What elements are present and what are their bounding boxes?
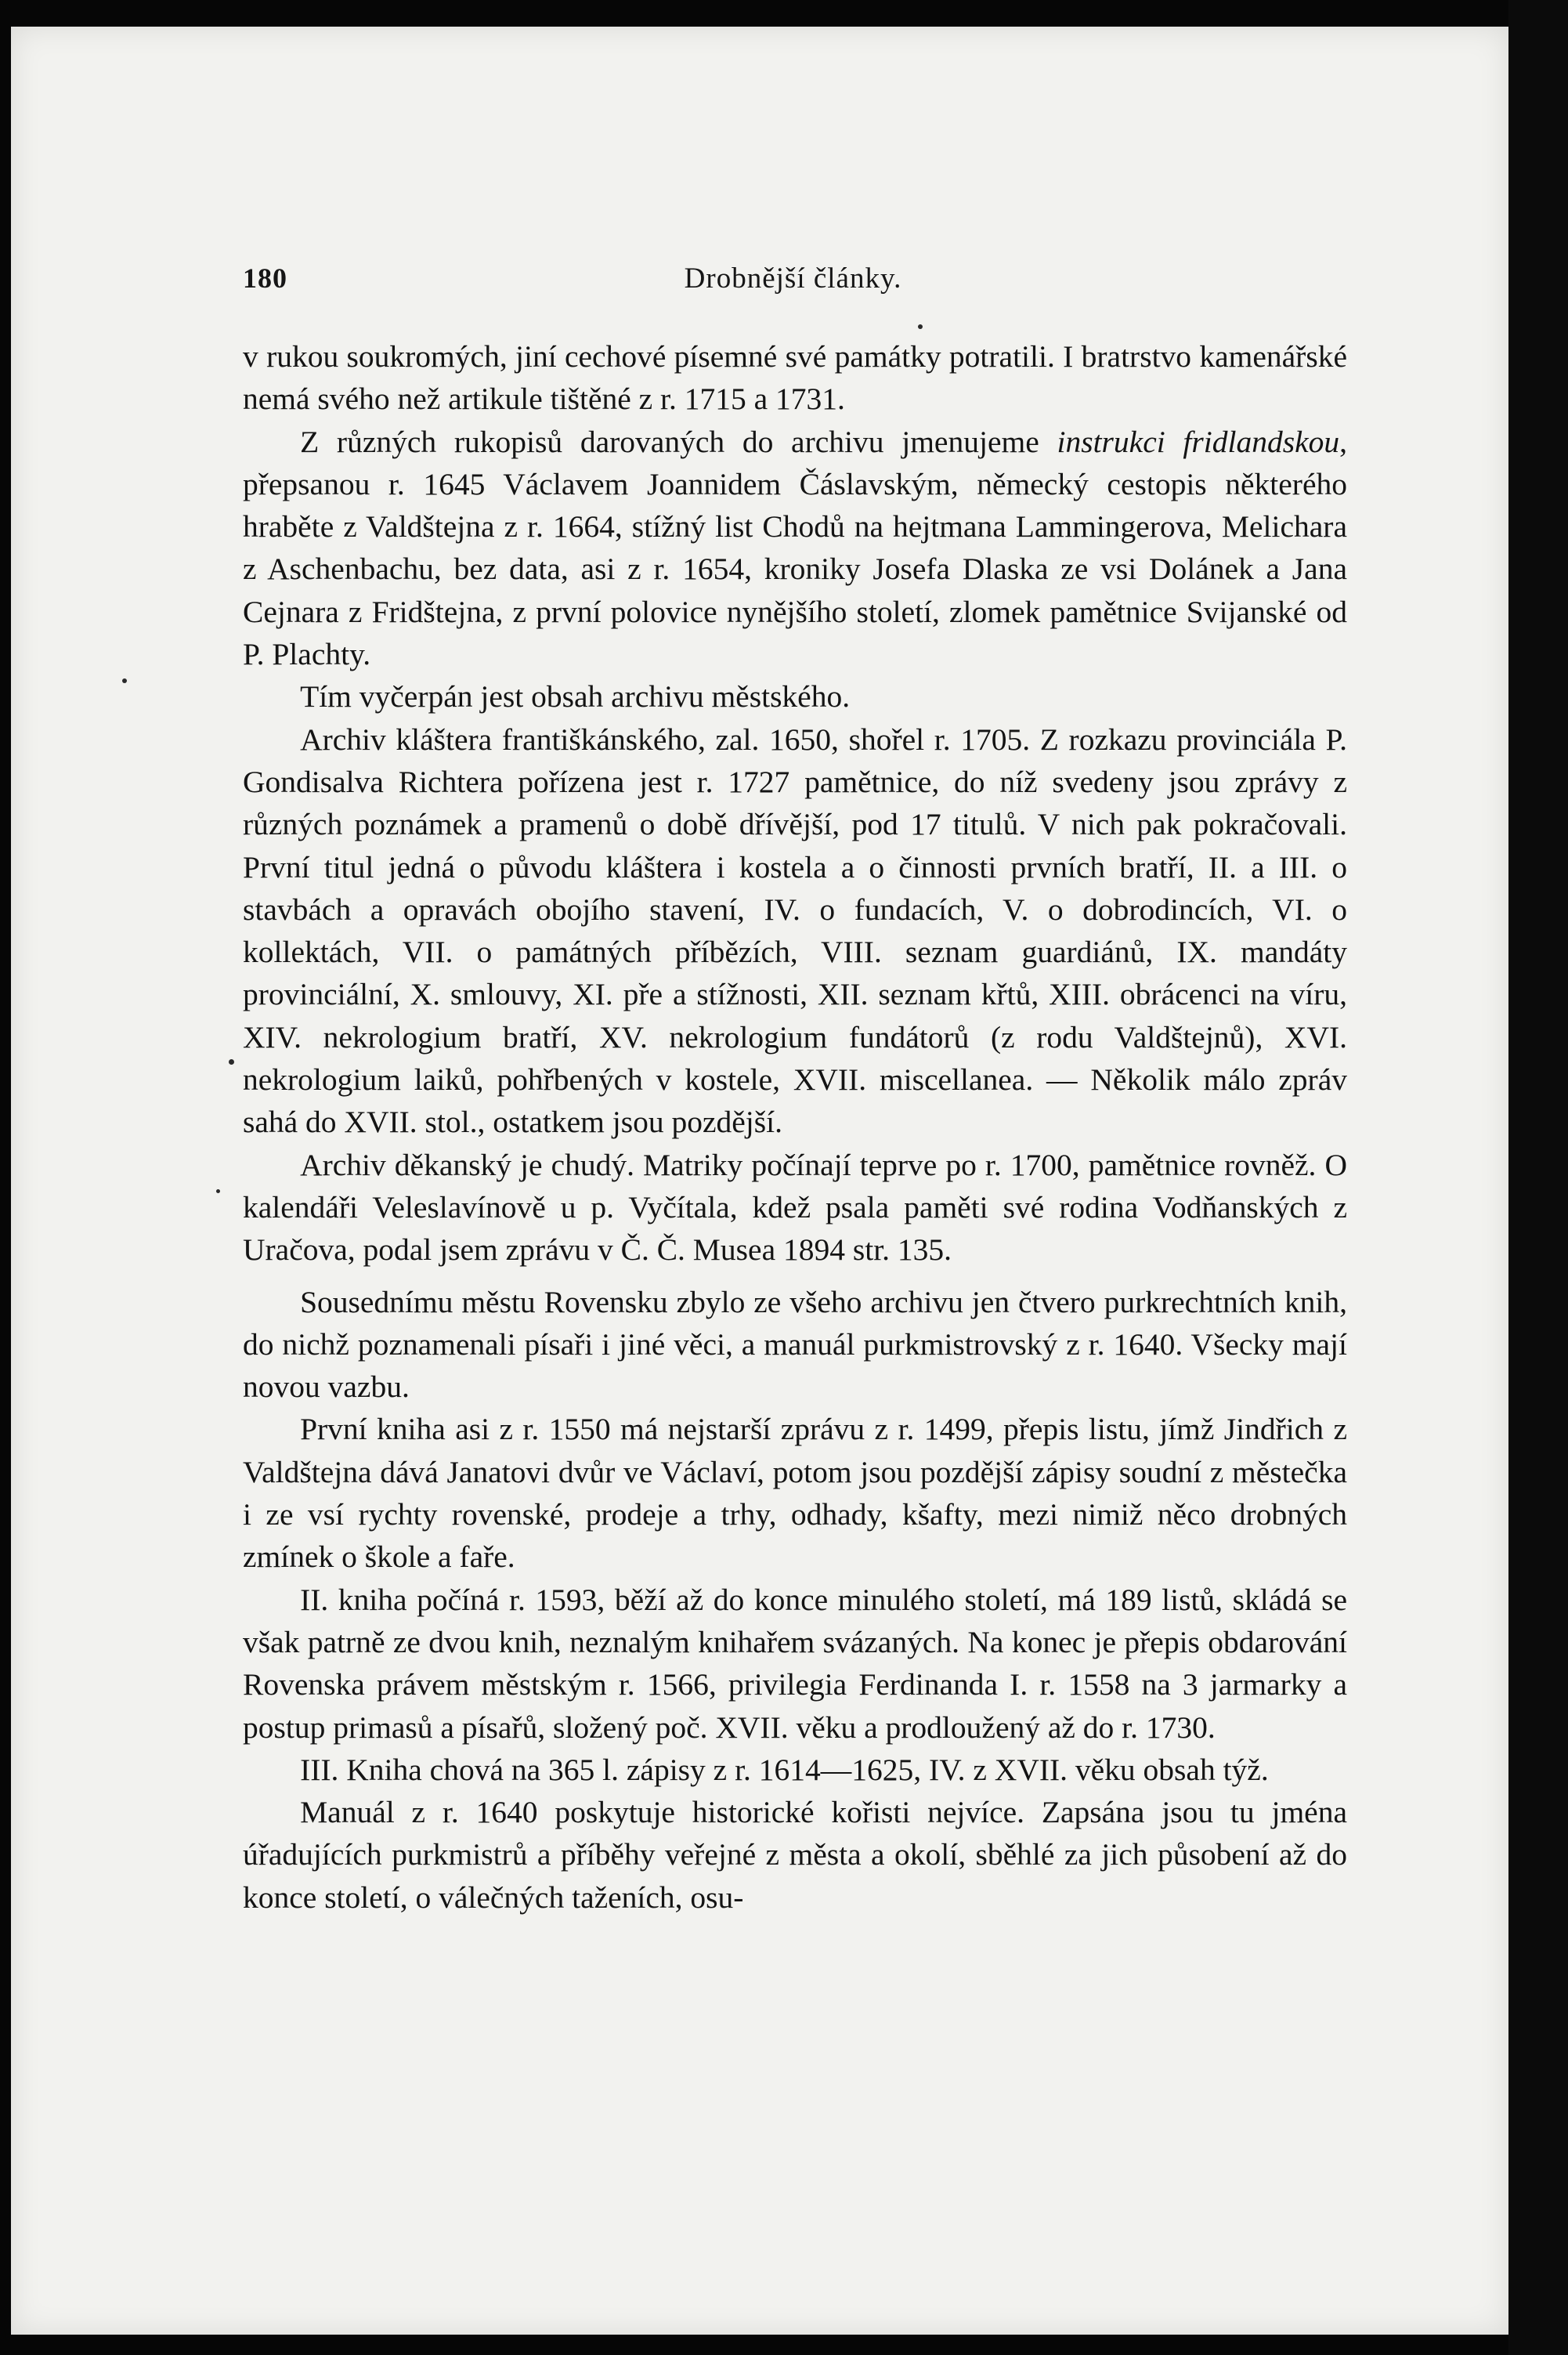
paragraph: Manuál z r. 1640 poskytuje historické kořisti nejvíce. Zapsána jsou tu jména úřadujících purkmistrů a příběhy veřejné z města a okolí, sběhlé za jich působení až do konce století, o válečných taženích, osu- <box>243 1795 1347 1915</box>
paragraph: Tím vyčerpán jest obsah archivu městského. <box>300 679 851 714</box>
paragraph: v rukou soukromých, jiní cechové písemné své památky potratili. I bratrstvo kamenářské nemá svého než artikule tištěné z r. 1715 a 1731. <box>243 339 1347 417</box>
paper-speck <box>216 1189 220 1193</box>
paragraph: Sousednímu městu Rovensku zbylo ze všeho archivu jen čtvero purkrechtních knih, do nichž poznamenali písaři i jiné věci, a manuál purkmistrovský z r. 1640. Všecky mají novou vazbu. <box>243 1284 1347 1405</box>
paragraph: III. Kniha chová na 365 l. zápisy z r. 1614—1625, IV. z XVII. věku obsah týž. <box>300 1752 1269 1787</box>
paper-speck <box>918 324 923 329</box>
running-title: Drobnější články. <box>684 262 902 295</box>
page-header <box>243 262 1343 309</box>
paragraph-text: Z různých rukopisů darovaných do archivu jmenujeme <box>300 424 1039 459</box>
paper-speck <box>229 1059 234 1065</box>
body-text <box>243 335 1347 1919</box>
paragraph-text: , přepsanou r. 1645 Václavem Joannidem Čáslavským, německý cestopis některého hraběte z Valdštejna z r. 1664, stížný list Chodů na hejtmana Lammingerova, Melichara z Aschenbachu, bez data, asi z r. 1654, kroniky Josefa Dlaska ze vsi Dolánek a Jana Cejnara z Fridštejna, z první polovice nynějšího století, zlomek pamětnice Svijanské od P. Plachty. <box>243 424 1348 672</box>
paper-speck <box>122 678 127 683</box>
italic-term: instrukci fridlandskou <box>1057 424 1340 459</box>
paragraph: II. kniha počíná r. 1593, běží až do konce minulého století, má 189 listů, skládá se však patrně ze dvou knih, neznalým knihařem svázaných. Na konec je přepis obdarování Rovenska právem městským r. 1566, privilegia Ferdinanda I. r. 1558 na 3 jarmarky a postup primasů a písařů, složený poč. XVII. věku a prodloužený až do r. 1730. <box>243 1582 1347 1745</box>
paragraph: První kniha asi z r. 1550 má nejstarší zprávu z r. 1499, přepis listu, jímž Jindřich z Valdštejna dává Janatovi dvůr ve Václaví, potom jsou pozdější zápisy soudní z městečka i ze vsí rychty rovenské, prodeje a trhy, odhady, kšafty, mezi nimiž něco drobných zmínek o škole a faře. <box>243 1412 1347 1575</box>
paragraph: Archiv děkanský je chudý. Matriky počínají teprve po r. 1700, pamětnice rovněž. O kalendáři Veleslavínově u p. Vyčítala, kdež psala paměti své rodina Vodňanských z Uračova, podal jsem zprávu v Č. Č. Musea 1894 str. 135. <box>243 1147 1347 1268</box>
scan-edge-strip <box>1508 0 1568 2355</box>
paragraph: Archiv kláštera františkánského, zal. 1650, shořel r. 1705. Z rozkazu provinciála P. Gondisalva Richtera pořízena jest r. 1727 pamětnice, do níž svedeny jsou zprávy z různých poznámek a pramenů o době dřívější, pod 17 titulů. V nich pak pokračovali. První titul jedná o původu kláštera i kostela a o činnosti prvních bratří, II. a III. o stavbách a opravách obojího stavení, IV. o fundacích, V. o dobrodincích, VI. o kollektách, VII. o památných příbězích, VIII. seznam guardiánů, IX. mandáty provinciální, X. smlouvy, XI. pře a stížnosti, XII. seznam křtů, XIII. obrácenci na víru, XIV. nekrologium bratří, XV. nekrologium fundátorů (z rodu Valdštejnů), XVI. nekrologium laiků, pohřbených v kostele, XVII. miscellanea. — Několik málo zpráv sahá do XVII. stol., ostatkem jsou pozdější. <box>243 722 1347 1140</box>
paragraph <box>243 421 1347 676</box>
page-number: 180 <box>243 262 287 294</box>
